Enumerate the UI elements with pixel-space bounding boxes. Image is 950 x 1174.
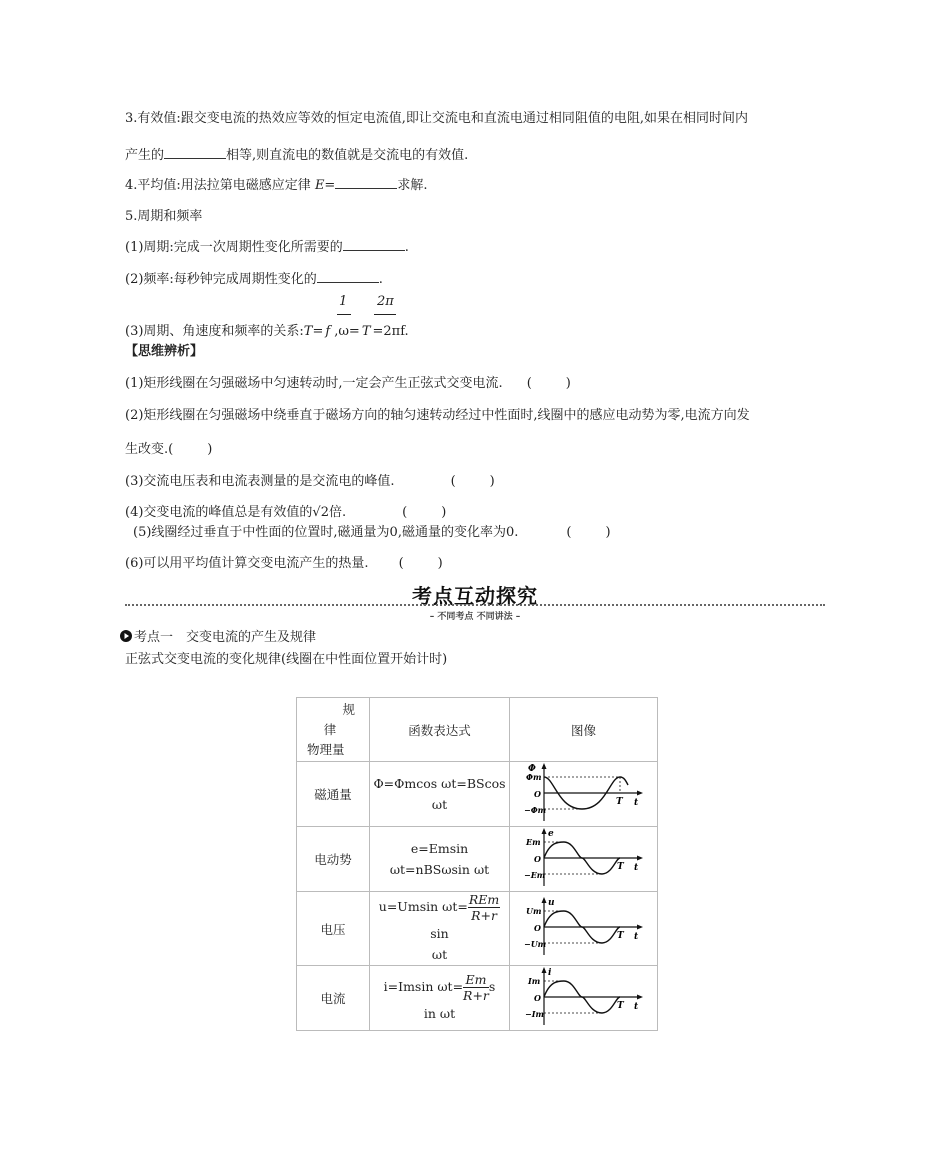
fill-blank [164, 147, 226, 159]
peak-label: Em [525, 836, 541, 847]
relation-line [125, 320, 409, 339]
y-axis-label: i [547, 967, 551, 978]
dotted-divider [125, 604, 825, 606]
expression-line [370, 972, 509, 1003]
table-row [297, 892, 658, 966]
peak-label: Im [527, 975, 540, 986]
paren-open: ( [526, 376, 532, 391]
flux-cosine-graph [524, 763, 644, 823]
effective-value-line: 3.有效值:跟交变电流的热效应等效的恒定电流值,即让交流电和直流电通过相同阻值的电阻,如果在相同时间内 [125, 111, 749, 126]
image-header-cell: 图像 [510, 698, 658, 762]
question-2: (2)矩形线圈在匀强磁场中绕垂直于磁场方向的轴匀速转动经过中性面时,线圈中的感应电动势为零,电流方向发 [125, 408, 750, 423]
period-symbol: T= [303, 324, 324, 339]
origin-label: O [533, 788, 541, 799]
sqrt-two: √2 [312, 505, 329, 520]
text-segment: (1)周期:完成一次周期性变化所需要的 [125, 240, 343, 255]
neg-peak-label: −Um [523, 939, 546, 949]
text-segment: 相等,则直流电的数值就是交流电的有效值. [226, 148, 469, 163]
fraction-numerator: Em [463, 972, 489, 988]
expression-line: ωt [431, 797, 448, 812]
time-label: t [633, 1001, 638, 1012]
emf-symbol: E= [314, 178, 336, 193]
fraction-bar [374, 314, 396, 315]
intro-line: 正弦式交变电流的变化规律(线圈在中性面位置开始计时) [125, 652, 448, 667]
paren-close: ) [565, 376, 571, 391]
quantity-cell: 电动势 [297, 827, 370, 892]
quantity-cell: 电流 [297, 966, 370, 1031]
fraction-numerator: 1 [339, 294, 348, 309]
y-axis-label: e [547, 828, 554, 839]
ratio-fraction [468, 892, 500, 923]
time-label: t [633, 862, 638, 873]
question-text: (3)交流电压表和电流表测量的是交流电的峰值. [125, 474, 395, 489]
period-label: T [616, 861, 624, 872]
corner-label-top: 规 [342, 701, 355, 717]
section-title: 考点互动探究 [412, 584, 538, 608]
question-text: (1)矩形线圈在匀强磁场中匀速转动时,一定会产生正弦式交变电流. [125, 376, 503, 391]
neg-peak-label: −Em [523, 869, 545, 880]
paren-close: ) [441, 505, 447, 520]
play-circle-icon [120, 630, 132, 642]
question-text: (4)交变电流的峰值总是有效值的 [125, 505, 313, 520]
text-segment: 4.平均值:用法拉第电磁感应定律 [125, 178, 311, 193]
fill-blank [317, 271, 379, 283]
quantity-cell: 电压 [297, 892, 370, 966]
thinking-heading: 【思维辨析】 [125, 344, 204, 359]
table-row [297, 762, 658, 827]
period-label: T [616, 931, 624, 941]
effective-value-line-cont [125, 144, 468, 163]
text-segment: . [404, 240, 409, 255]
paren-close: ) [207, 442, 213, 457]
period-definition-line [125, 236, 409, 255]
expression-cell [370, 762, 510, 827]
current-sine-graph [524, 967, 644, 1027]
expression-line: in ωt [423, 1006, 456, 1021]
peak-label: Φm [525, 771, 541, 782]
time-label: t [633, 797, 638, 808]
paren-close: ) [489, 474, 495, 489]
expression-line: ωt=nBSωsin ωt [389, 862, 490, 877]
paren-close: ) [605, 525, 611, 540]
table-row [297, 827, 658, 892]
average-value-line [125, 174, 427, 193]
question-2-cont [125, 438, 212, 457]
graph-cell [510, 892, 658, 966]
exam-point-heading [120, 626, 316, 645]
text-segment: (2)频率:每秒钟完成周期性变化的 [125, 272, 317, 287]
period-label: T [615, 796, 623, 807]
question-text: 生改变.( [125, 442, 174, 457]
y-axis-label: Φ [527, 763, 536, 774]
expression-cell [370, 892, 510, 966]
fill-blank [343, 239, 405, 251]
expression-cell [370, 827, 510, 892]
text-segment: 产生的 [125, 148, 165, 163]
paren-open: ( [566, 525, 572, 540]
ratio-fraction [463, 972, 489, 1003]
question-text: (6)可以用平均值计算交变电流产生的热量. [125, 556, 369, 571]
question-text: 倍. [328, 505, 347, 520]
expression-line: e=Emsin [410, 841, 469, 856]
origin-label: O [533, 923, 541, 933]
paren-close: ) [437, 556, 443, 571]
graph-cell [510, 966, 658, 1031]
period-frequency-heading: 5.周期和频率 [125, 209, 203, 224]
fraction-denominator: R+r [463, 988, 489, 1003]
expr-part: u=Umsin ωt= [378, 899, 468, 914]
quantity-cell: 磁通量 [297, 762, 370, 827]
text-segment: =2πf. [372, 324, 409, 339]
fraction-numerator: REm [468, 892, 500, 907]
exam-point-label: 考点一 交变电流的产生及规律 [134, 630, 317, 645]
expr-part: i=Imsin ωt= [383, 979, 464, 994]
question-3 [125, 470, 495, 489]
paren-open: ( [398, 556, 404, 571]
paren-open: ( [450, 474, 456, 489]
graph-cell [510, 762, 658, 827]
question-1 [125, 372, 571, 391]
paren-open: ( [402, 505, 408, 520]
ac-law-table [296, 697, 658, 1031]
origin-label: O [533, 853, 541, 864]
expr-header-cell: 函数表达式 [370, 698, 510, 762]
emf-sine-graph [524, 828, 644, 888]
time-label: t [633, 932, 638, 942]
expr-part: s [488, 979, 496, 994]
expression-line [370, 892, 509, 944]
expression-line: Φ=Φmcos ωt=BScos [373, 776, 506, 791]
voltage-sine-graph [524, 897, 644, 957]
table-row [297, 966, 658, 1031]
text-segment: 求解. [397, 178, 428, 193]
graph-cell [510, 827, 658, 892]
question-4 [125, 501, 446, 520]
question-5 [133, 521, 611, 540]
text-segment: (3)周期、角速度和频率的关系: [125, 324, 304, 339]
frequency-definition-line [125, 268, 383, 287]
fill-blank [335, 177, 397, 189]
freq-symbol: f [325, 324, 331, 339]
fraction-numerator: 2π [377, 294, 394, 309]
corner-label-bottom: 物理量 [307, 741, 345, 757]
period-label: T [616, 1000, 624, 1011]
origin-label: O [533, 992, 541, 1003]
expression-line: ωt [431, 947, 448, 962]
question-text: (5)线圈经过垂直于中性面的位置时,磁通量为0,磁通量的变化率为0. [133, 525, 519, 540]
section-subtitle: – 不同考点 不同讲法 – [429, 612, 521, 622]
fraction-denominator: R+r [471, 908, 497, 923]
text-segment: . [378, 272, 383, 287]
peak-label: Um [525, 906, 541, 916]
period-symbol: T [361, 324, 371, 339]
neg-peak-label: −Φm [523, 804, 546, 815]
y-axis-label: u [547, 898, 555, 908]
expr-part: sin [430, 926, 449, 941]
omega-eq: ,ω= [334, 324, 360, 339]
neg-peak-label: −Im [524, 1008, 544, 1019]
table-header-row [297, 698, 658, 762]
corner-header-cell [297, 698, 370, 762]
expression-cell [370, 966, 510, 1031]
question-6 [125, 552, 443, 571]
corner-label-mid: 律 [323, 721, 337, 737]
fraction-bar [337, 314, 351, 315]
